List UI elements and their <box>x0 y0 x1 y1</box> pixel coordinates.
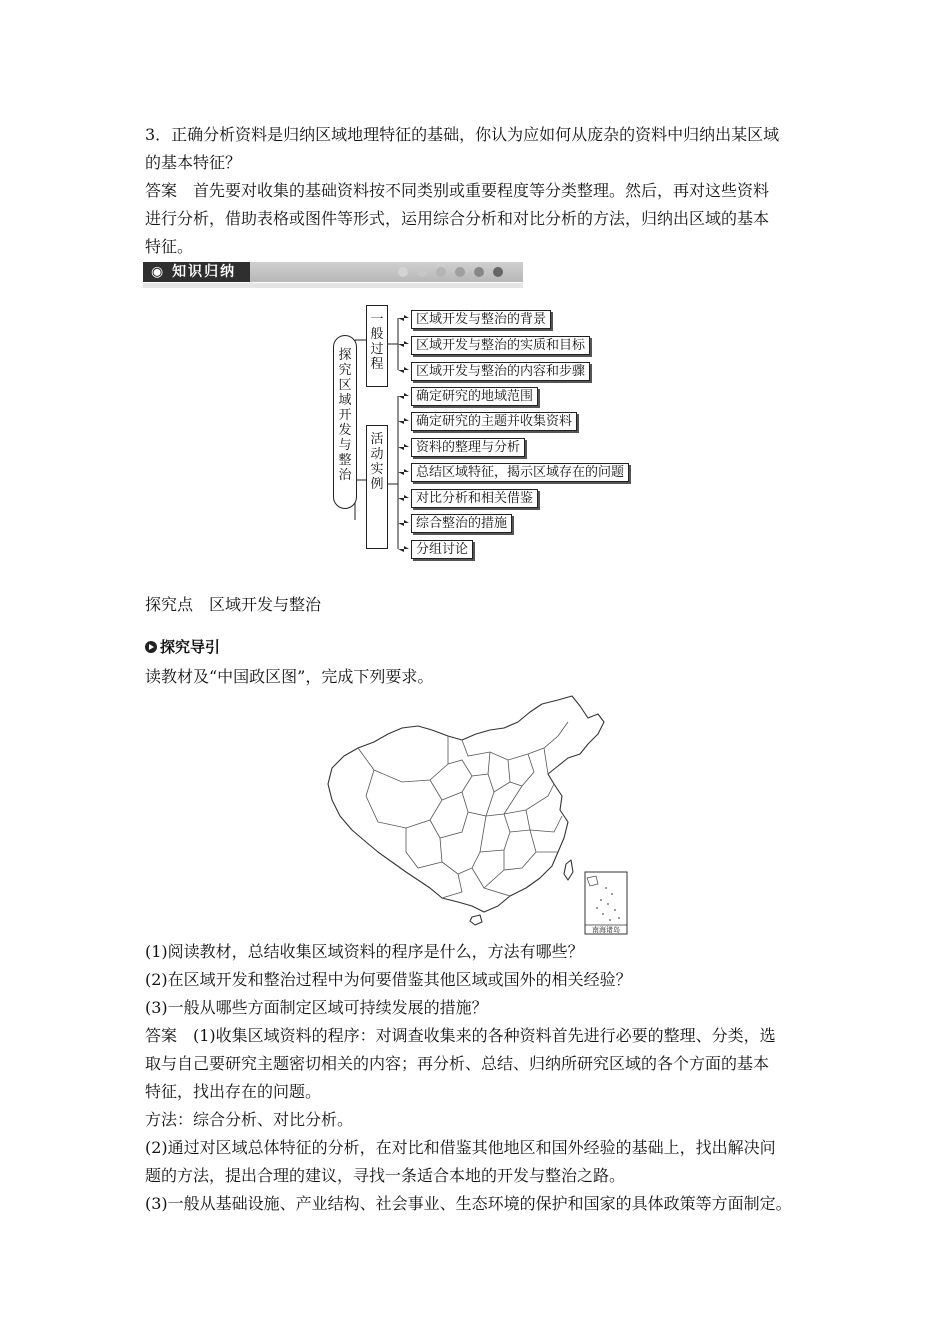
connector-arrows <box>398 315 409 552</box>
question-2: (2)在区域开发和整治过程中为何要借鉴其他区域或国外的相关经验？ <box>145 970 632 989</box>
play-icon <box>145 641 157 653</box>
answer-1-line-3: 特征，找出存在的问题。 <box>145 1082 322 1101</box>
diagram-item: 分组讨论 <box>411 540 473 559</box>
explore-instruction: 读教材及“中国政区图”，完成下列要求。 <box>145 667 434 686</box>
answer-1-line-1: 答案 (1)收集区域资料的程序：对调查收集来的各种资料首先进行必要的整理、分类，选 <box>145 1026 776 1045</box>
diagram-connectors <box>0 0 950 600</box>
answer-1-line-2: 取与自己要研究主题密切相关的内容；再分析、总结、归纳所研究区域的各个方面的基本 <box>145 1054 770 1073</box>
answer-3-line-3: 特征。 <box>145 237 194 256</box>
answer-2-line-2: 题的方法，提出合理的建议，寻找一条适合本地的开发与整治之路。 <box>145 1166 626 1185</box>
answer-1-method: 方法：综合分析、对比分析。 <box>145 1110 354 1129</box>
banner-title: ◉ 知识归纳 <box>151 264 237 280</box>
diagram-item: 区域开发与整治的实质和目标 <box>411 336 590 355</box>
diagram-group-general-process: 一般过程 <box>366 305 388 387</box>
explore-guide-heading <box>145 637 220 657</box>
explore-point-title: 探究点 区域开发与整治 <box>145 595 322 614</box>
south-china-sea-inset <box>585 872 627 934</box>
diagram-item: 确定研究的主题并收集资料 <box>411 412 577 431</box>
diagram-item: 总结区域特征，揭示区域存在的问题 <box>411 463 629 482</box>
china-map <box>322 692 632 938</box>
taiwan-island <box>564 860 573 880</box>
diagram-item: 区域开发与整治的背景 <box>411 310 551 329</box>
diagram-item: 确定研究的地域范围 <box>411 387 538 406</box>
question-3: (3)一般从哪些方面制定区域可持续发展的措施？ <box>145 998 488 1017</box>
diagram-item: 对比分析和相关借鉴 <box>411 489 538 508</box>
question-3-line-1: 3．正确分析资料是归纳区域地理特征的基础，你认为应如何从庞杂的资料中归纳出某区域 <box>145 125 780 144</box>
question-1: (1)阅读教材，总结收集区域资料的程序是什么，方法有哪些？ <box>145 942 584 961</box>
answer-3-line: (3)一般从基础设施、产业结构、社会事业、生态环境的保护和国家的具体政策等方面制定。 <box>145 1194 792 1213</box>
hainan-island <box>470 915 482 925</box>
diagram-item: 资料的整理与分析 <box>411 438 525 457</box>
answer-2-line-1: (2)通过对区域总体特征的分析，在对比和借鉴其他地区和国外经验的基础上，找出解决问 <box>145 1138 776 1157</box>
diagram-group-activity-examples: 活动实例 <box>366 425 388 549</box>
explore-guide-label: 探究导引 <box>160 638 221 656</box>
answer-3-line-2: 进行分析，借助表格或图件等形式，运用综合分析和对比分析的方法，归纳出区域的基本 <box>145 209 770 228</box>
inset-label: 南海诸岛 <box>592 926 620 934</box>
diagram-item: 综合整治的措施 <box>411 514 512 533</box>
answer-3-line-1: 答案 首先要对收集的基础资料按不同类别或重要程度等分类整理。然后，再对这些资料 <box>145 181 770 200</box>
diagram-item: 区域开发与整治的内容和步骤 <box>411 362 590 381</box>
diagram-root-node: 探究区域开发与整治 <box>333 335 357 509</box>
question-3-line-2: 的基本特征？ <box>145 153 242 172</box>
